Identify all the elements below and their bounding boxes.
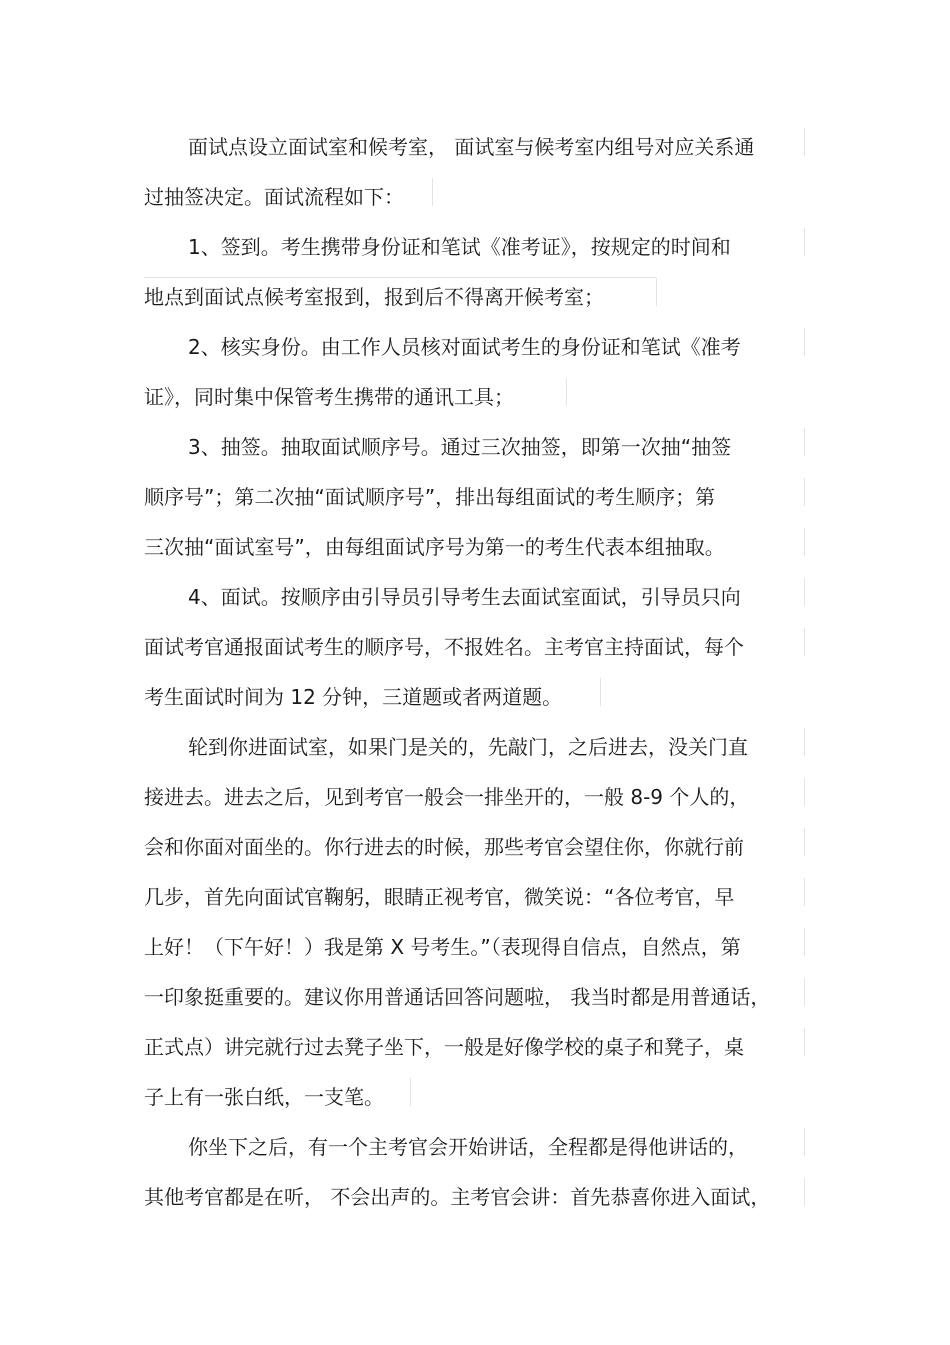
text-line: 正式点）讲完就行过去凳子坐下，一般是好像学校的桌子和凳子，桌 [144,1035,744,1059]
text-line: 面试考官通报面试考生的顺序号，不报姓名。主考官主持面试，每个 [144,635,744,659]
text-line: 考生面试时间为 12 分钟，三道题或者两道题。 [144,685,563,709]
text-line: 几步，首先向面试官鞠躬，眼睛正视考官，微笑说：“各位考官，早 [144,885,735,909]
text-line: 地点到面试点候考室报到，报到后不得离开候考室； [144,285,604,309]
text-line: 2、核实身份。由工作人员核对面试考生的身份证和笔试《准考 [188,335,741,359]
text-line: 三次抽“面试室号”，由每组面试序号为第一的考生代表本组抽取。 [144,535,725,559]
text-line: 你坐下之后，有一个主考官会开始讲话，全程都是得他讲话的， [188,1135,748,1159]
text-line: 1、签到。考生携带身份证和笔试《准考证》，按规定的时间和 [188,235,731,259]
text-line: 轮到你进面试室，如果门是关的，先敲门，之后进去，没关门直 [188,735,748,759]
text-line: 证》，同时集中保管考生携带的通讯工具； [144,385,514,409]
text-line: 会和你面对面坐的。你行进去的时候，那些考官会望住你，你就行前 [144,835,744,859]
text-line: 子上有一张白纸，一支笔。 [144,1085,384,1109]
text-line: 顺序号”；第二次抽“面试顺序号”，排出每组面试的考生顺序；第 [144,485,716,509]
text-line: 接进去。进去之后，见到考官一般会一排坐开的，一般 8-9 个人的， [144,785,750,809]
text-line: 面试点设立面试室和候考室， 面试室与候考室内组号对应关系通 [188,135,755,159]
text-line: 过抽签决定。面试流程如下： [144,185,404,209]
text-line: 3、抽签。抽取面试顺序号。通过三次抽签，即第一次抽“抽签 [188,435,732,459]
text-line: 一印象挺重要的。建议你用普通话回答问题啦， 我当时都是用普通话， [144,985,771,1009]
text-line: 其他考官都是在听， 不会出声的。主考官会讲：首先恭喜你进入面试， [144,1185,771,1209]
text-line: 4、面试。按顺序由引导员引导考生去面试室面试，引导员只向 [188,585,741,609]
text-line: 上好！（下午好！）我是第 X 号考生。”（表现得自信点，自然点，第 [144,935,741,959]
